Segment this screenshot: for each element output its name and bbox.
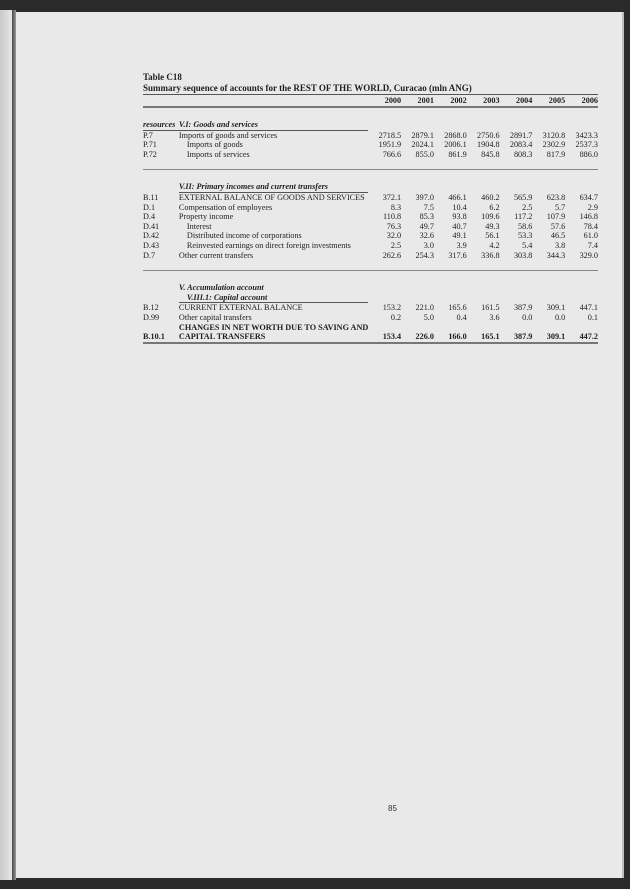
total-row-label: CHANGES IN NET WORTH DUE TO SAVING AND	[178, 322, 369, 332]
table-row: D.43 Reinvested earnings on direct foreign investments 2.5 3.0 3.9 4.2 5.4 3.8 7.4	[143, 240, 598, 250]
table-row: P.7 Imports of goods and services 2718.5 2879.1 2868.0 2750.6 2891.7 3120.8 3423.3	[143, 130, 598, 140]
table-row: D.4 Property income 110.8 85.3 93.8 109.6 117.2 107.9 146.8	[143, 212, 598, 222]
section-title: V.II: Primary incomes and current transfers	[179, 182, 368, 192]
section-header	[143, 182, 598, 192]
year-header: 2006	[565, 95, 598, 107]
year-header: 2002	[434, 95, 467, 107]
table-row: D.99 Other capital transfers 0.2 5.0 0.4 3.6 0.0 0.0 0.1	[143, 312, 598, 322]
section-divider	[143, 159, 598, 170]
section-divider	[143, 260, 598, 271]
table-row: D.41 Interest 76.3 49.7 40.7 49.3 58.6 57.6 78.4	[143, 221, 598, 231]
year-header: 2000	[368, 95, 401, 107]
resources-label: resources	[143, 120, 179, 130]
page-number: 85	[388, 804, 397, 813]
year-header: 2001	[401, 95, 434, 107]
table-title: Summary sequence of accounts for the REST OF THE WORLD, Curacao (mln ANG)	[143, 83, 598, 95]
header-row	[143, 95, 598, 107]
accounts-table	[143, 95, 598, 344]
table-row: B.12 CURRENT EXTERNAL BALANCE 153.2 221.0 165.6 161.5 387.9 309.1 447.1	[143, 303, 598, 313]
book-spine	[0, 10, 12, 880]
table-row: D.1 Compensation of employees 8.3 7.5 10.4 6.2 2.5 5.7 2.9	[143, 202, 598, 212]
total-row: B.10.1 CAPITAL TRANSFERS 153.4 226.0 166.0 165.1 387.9 309.1 447.2	[143, 332, 598, 342]
year-header: 2005	[532, 95, 565, 107]
section-title: V. Accumulation account	[178, 283, 264, 293]
year-header: 2004	[500, 95, 533, 107]
section-header	[143, 283, 598, 293]
section-header	[143, 120, 598, 130]
table-row: B.11 EXTERNAL BALANCE OF GOODS AND SERVICES 372.1 397.0 466.1 460.2 565.9 623.8 634.7	[143, 192, 598, 202]
section-title: V.I: Goods and services	[179, 120, 368, 130]
section-subtitle: V.III.1: Capital account	[179, 293, 368, 303]
table-container	[143, 72, 598, 344]
year-header: 2003	[467, 95, 500, 107]
table-row: D.7 Other current transfers 262.6 254.3 317.6 336.8 303.8 344.3 329.0	[143, 250, 598, 260]
section-subheader	[143, 293, 598, 303]
document-page	[16, 12, 624, 878]
table-id: Table C18	[143, 72, 182, 82]
table-row: P.71 Imports of goods 1951.9 2024.1 2006.1 1904.8 2083.4 2302.9 2537.3	[143, 140, 598, 150]
table-row: P.72 Imports of services 766.6 855.0 861.9 845.8 808.3 817.9 886.0	[143, 149, 598, 159]
table-row: D.42 Distributed income of corporations 32.0 32.6 49.1 56.1 53.3 46.5 61.0	[143, 231, 598, 241]
